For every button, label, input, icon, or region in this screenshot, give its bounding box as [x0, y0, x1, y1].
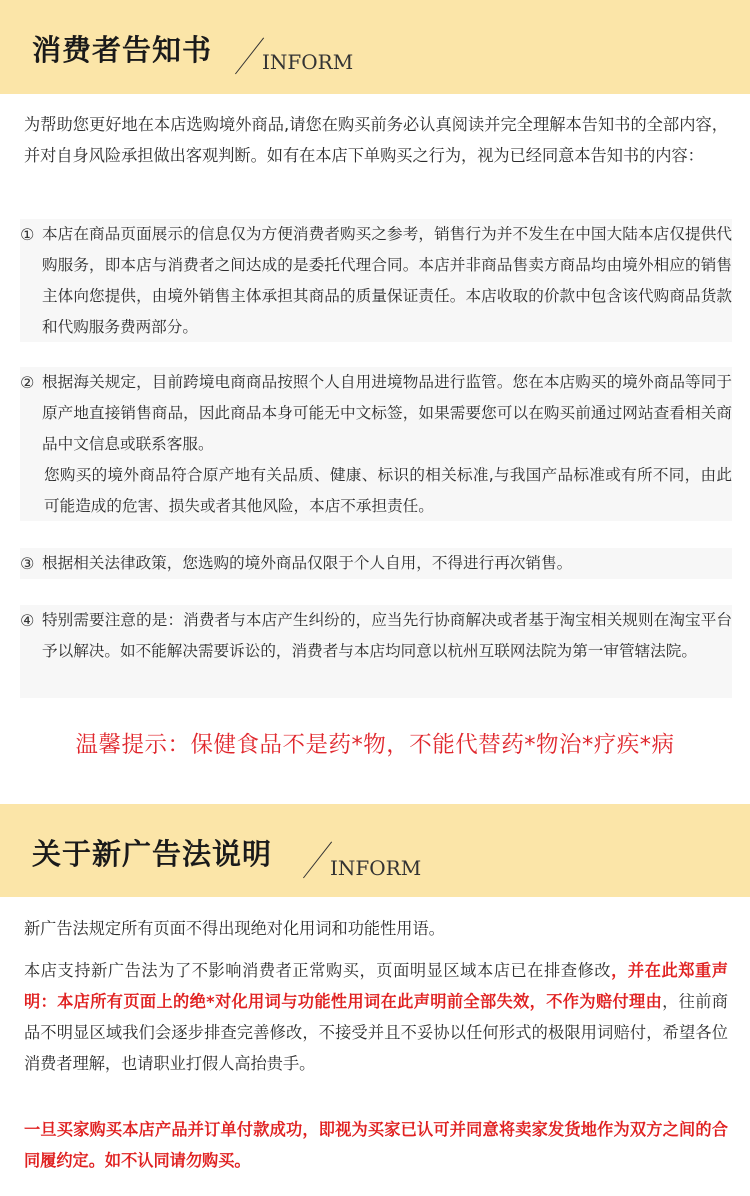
section2-en-label: INFORM	[330, 856, 422, 880]
notice-item-4	[20, 605, 732, 698]
ad-law-paragraph-1: 新广告法规定所有页面不得出现绝对化用词和功能性用语。	[24, 919, 445, 938]
section2-banner	[0, 804, 750, 897]
section1-banner	[0, 0, 750, 94]
item-number: ①	[20, 225, 35, 244]
divider-slash	[235, 37, 264, 74]
item-text: 根据海关规定，目前跨境电商商品按照个人自用进境物品进行监管。您在本店购买的境外商品等同于原产地直接销售商品，因此商品本身可能无中文标签，如果需要您可以在购买前通过网站查看相关商品中文信息或联系客服。	[42, 373, 732, 453]
section1-intro: 为帮助您更好地在本店选购境外商品,请您在购买前务必认真阅读并完全理解本告知书的全部内容，并对自身风险承担做出客观判断。如有在本店下单购买之行为，视为已经同意本告知书的内容：	[24, 115, 728, 165]
ad-law-paragraph-2	[24, 955, 728, 1079]
divider-slash	[303, 841, 332, 878]
notice-item-2	[20, 367, 732, 521]
item-text: 本店在商品页面展示的信息仅为方便消费者购买之参考，销售行为并不发生在中国大陆本店仅提供代购服务，即本店与消费者之间达成的是委托代理合同。本店并非商品售卖方商品均由境外相应的销售主体向您提供，由境外销售主体承担其商品的质量保证责任。本店收取的价款中包含该代购商品货款和代购服务费两部分。	[42, 225, 732, 336]
health-warning-tip: 温馨提示：保健食品不是药*物，不能代替药*物治*疗疾*病	[75, 732, 675, 758]
section1-en-label: INFORM	[262, 50, 354, 74]
item-number: ④	[20, 611, 35, 630]
statement-red: ，并在此郑重声明：本店所有页面上的绝*对化用词与功能性用词在此声明前全部失效，不作为赔付理由	[24, 961, 728, 1011]
item-number: ②	[20, 373, 35, 392]
item-text: 根据相关法律政策，您选购的境外商品仅限于个人自用，不得进行再次销售。	[42, 554, 573, 572]
item-number: ③	[20, 554, 35, 573]
notice-item-1	[20, 219, 732, 342]
section1-title: 消费者告知书	[32, 33, 213, 67]
statement-tail: ，往前商品不明显区域我们会逐步排查完善修改，不接受并且不妥协以任何形式的极限用词赔付，希望各位消费者理解，也请职业打假人高抬贵手。	[24, 992, 728, 1073]
statement-plain: 本店支持新广告法为了不影响消费者正常购买，页面明显区域本店已在排查修改	[24, 961, 612, 980]
section2-title: 关于新广告法说明	[32, 837, 273, 871]
item-subtext: 您购买的境外商品符合原产地有关品质、健康、标识的相关标准,与我国产品标准或有所不同，由此可能造成的危害、损失或者其他风险，本店不承担责任。	[44, 466, 732, 515]
ad-law-paragraph-3: 一旦买家购买本店产品并订单付款成功，即视为买家已认可并同意将卖家发货地作为双方之间的合同履约定。如不认同请勿购买。	[24, 1120, 728, 1170]
notice-item-3	[20, 548, 732, 579]
item-text: 特别需要注意的是：消费者与本店产生纠纷的，应当先行协商解决或者基于淘宝相关规则在淘宝平台予以解决。如不能解决需要诉讼的，消费者与本店均同意以杭州互联网法院为第一审管辖法院。	[42, 611, 732, 660]
